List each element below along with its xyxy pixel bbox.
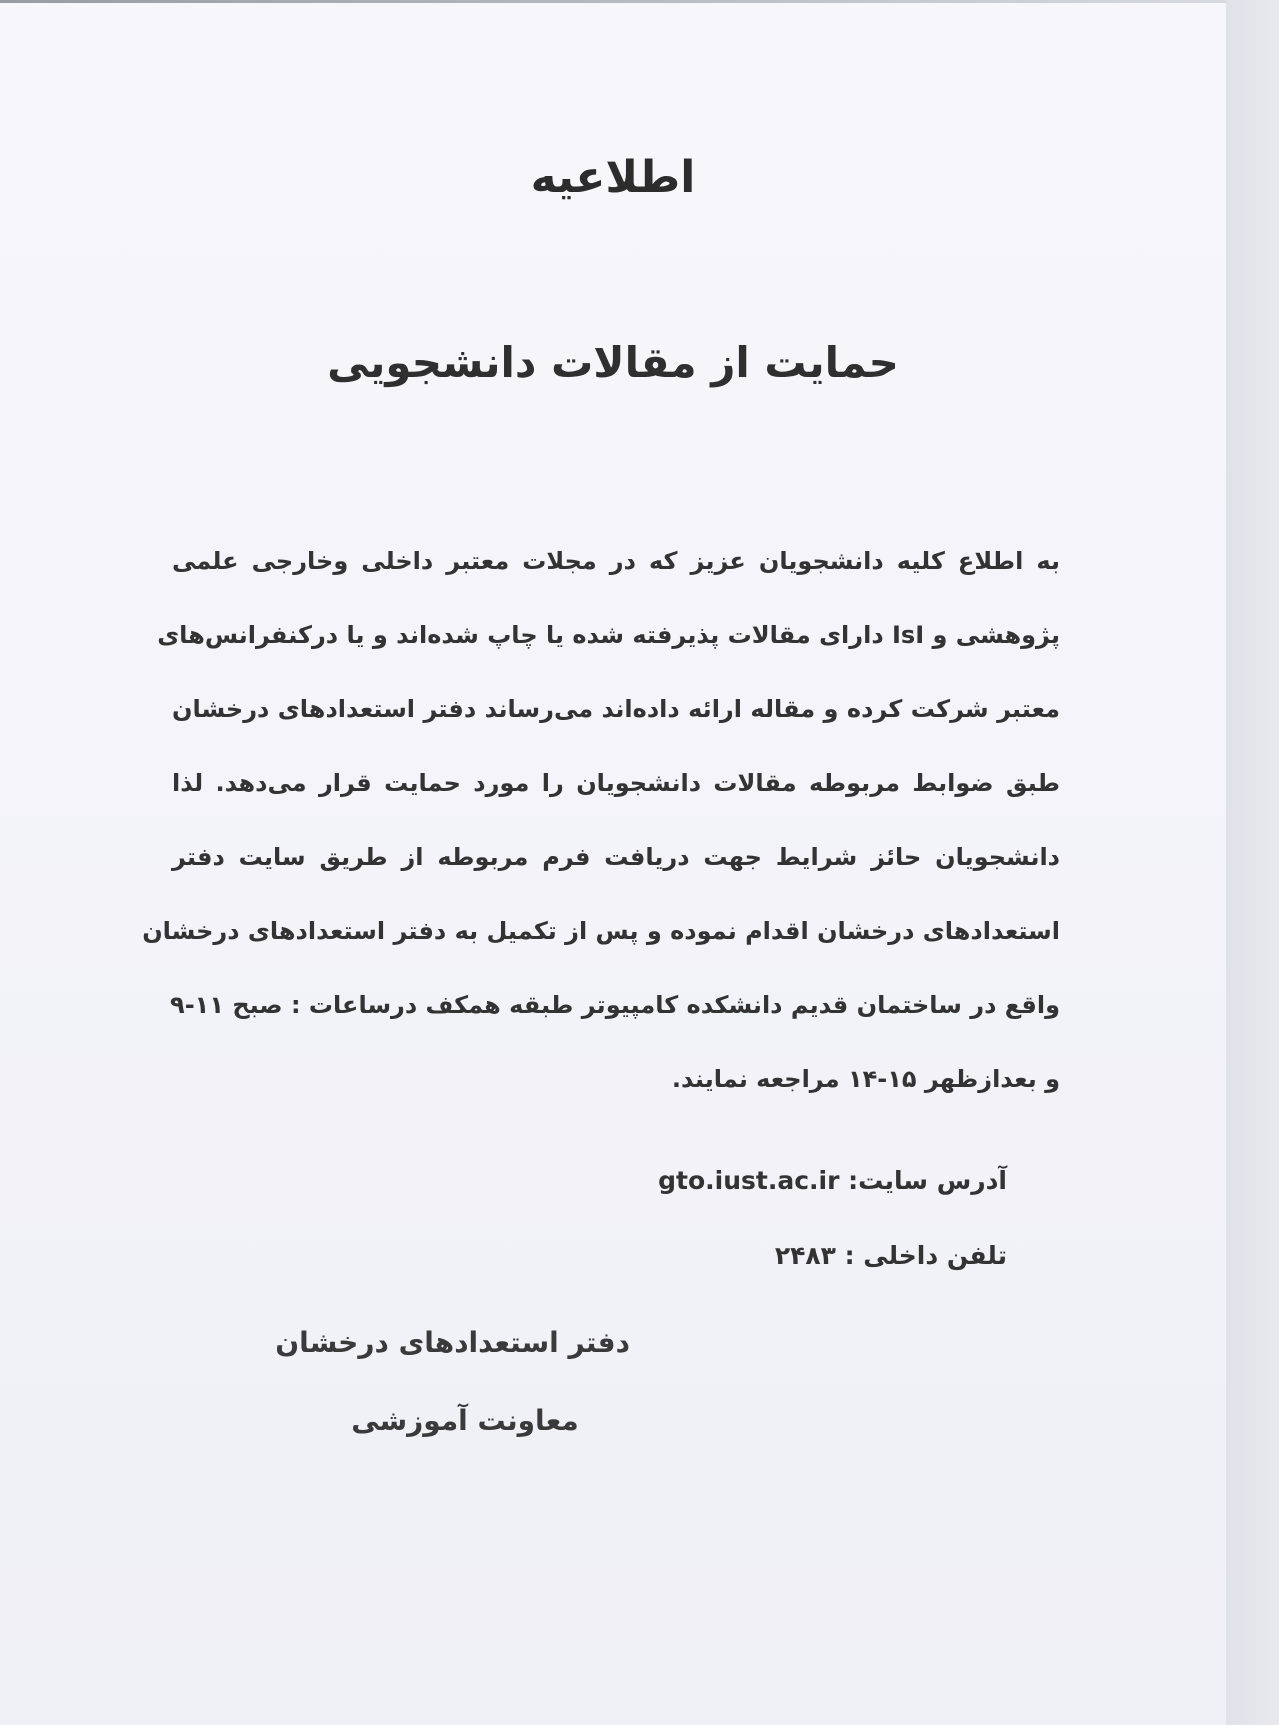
- body-line: و بعدازظهر ۱۵-۱۴ مراجعه نمایند.: [671, 1065, 1060, 1093]
- body-line: دانشجویان حائز شرایط جهت دریافت فرم مربوطه از طریق سایت دفتر: [172, 843, 1060, 871]
- signature-department: معاونت آموزشی: [351, 1404, 579, 1437]
- website-address: آدرس سایت: gto.iust.ac.ir: [658, 1166, 1007, 1195]
- phone-extension: تلفن داخلی : ۲۴۸۳: [774, 1241, 1007, 1270]
- body-line: واقع در ساختمان قدیم دانشکده کامپیوتر طبقه همکف درساعات : صبح ۱۱-۹: [170, 991, 1060, 1019]
- body-line: پژوهشی و IsI دارای مقالات پذیرفته شده یا چاپ شده‌اند و یا درکنفرانس‌های: [157, 621, 1060, 649]
- body-line: معتبر شرکت کرده و مقاله ارائه داده‌اند می‌رساند دفتر استعدادهای درخشان: [172, 695, 1060, 723]
- scanner-background: [1226, 0, 1279, 1725]
- announcement-title: اطلاعیه: [530, 152, 696, 203]
- announcement-body: [142, 524, 1060, 1116]
- announcement-subtitle: حمایت از مقالات دانشجویی: [327, 338, 899, 387]
- body-line: به اطلاع کلیه دانشجویان عزیز که در مجلات معتبر داخلی وخارجی علمی: [172, 547, 1060, 575]
- body-line: استعدادهای درخشان اقدام نموده و پس از تکمیل به دفتر استعدادهای درخشان: [142, 917, 1060, 945]
- scan-top-edge: [0, 0, 1226, 3]
- signature-office: دفتر استعدادهای درخشان: [275, 1326, 630, 1359]
- body-line: طبق ضوابط مربوطه مقالات دانشجویان را مورد حمایت قرار می‌دهد. لذا: [172, 769, 1060, 797]
